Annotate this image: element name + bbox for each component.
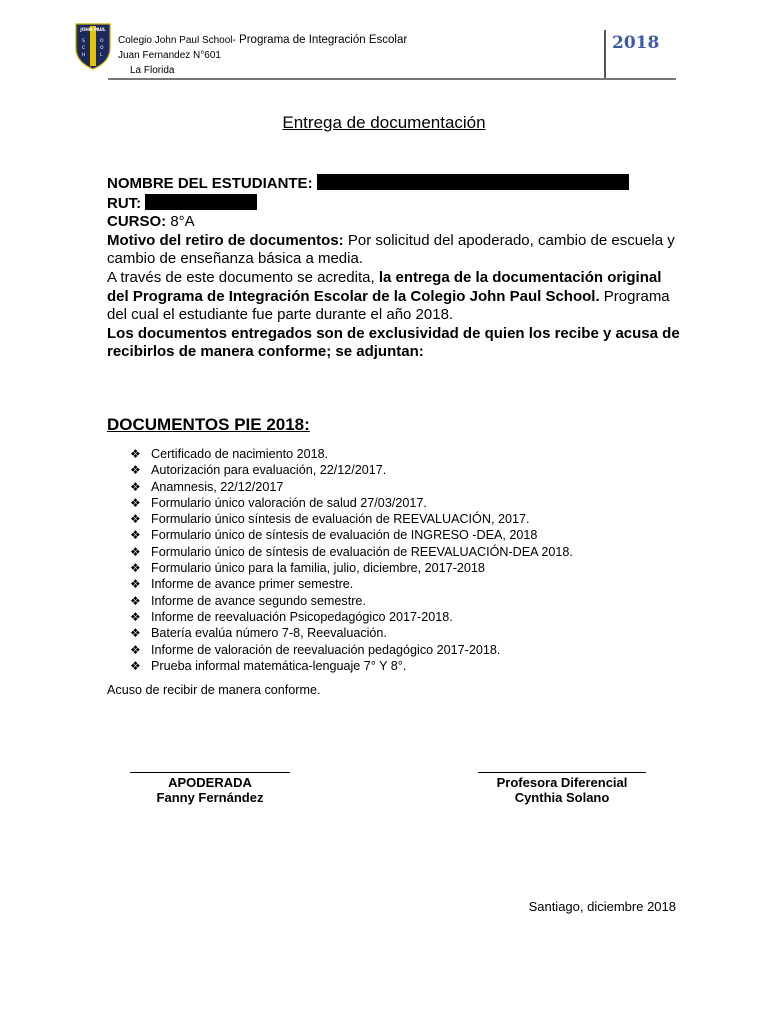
document-list-item — [130, 593, 573, 609]
document-list-item — [130, 576, 573, 592]
statement-rest: Programa del cual el estudiante fue parte durante el año 2018. — [107, 287, 670, 324]
course-label: CURSO: — [107, 213, 167, 231]
signature-name: Cynthia Solano — [514, 790, 610, 805]
document-item-text: Anamnesis, 22/12/2017 — [151, 479, 284, 494]
redacted-rut — [145, 194, 257, 210]
document-list-item — [130, 479, 573, 495]
svg-text:H: H — [82, 53, 86, 58]
document-list-item — [130, 527, 573, 543]
redacted-name — [317, 174, 629, 190]
svg-text:S: S — [82, 39, 85, 44]
signature-guardian — [130, 772, 290, 805]
diamond-bullet-icon: ❖ — [130, 642, 141, 657]
document-list-item — [130, 642, 573, 658]
rut-label: RUT: — [107, 194, 142, 212]
diamond-bullet-icon: ❖ — [130, 626, 141, 641]
document-item-text: Batería evalúa número 7-8, Reevaluación. — [151, 626, 387, 641]
document-item-text: Formulario único para la familia, julio, diciembre, 2017-2018 — [151, 561, 485, 576]
diamond-bullet-icon: ❖ — [130, 528, 141, 543]
document-list-item — [130, 462, 573, 478]
statement-bold: la entrega de la documentación original del Programa de Integración Escolar de la Colegio John Paul School. — [107, 268, 662, 305]
diamond-bullet-icon: ❖ — [130, 561, 141, 576]
course-row — [107, 213, 682, 232]
document-body — [107, 174, 682, 362]
header-divider-horizontal — [108, 78, 676, 80]
document-item-text: Autorización para evaluación, 22/12/2017. — [151, 463, 387, 478]
document-list-item — [130, 609, 573, 625]
svg-text:O: O — [100, 46, 104, 51]
document-item-text: Formulario único de síntesis de evaluación de REEVALUACIÓN-DEA 2018. — [151, 544, 573, 559]
document-list-item — [130, 495, 573, 511]
student-name-label: NOMBRE DEL ESTUDIANTE: — [107, 175, 313, 192]
school-address: Juan Fernandez N°601 — [118, 50, 221, 61]
signature-line — [478, 772, 646, 773]
svg-text:L: L — [100, 53, 103, 58]
statement-intro: A través de este documento se acredita, — [107, 268, 375, 286]
svg-text:O: O — [100, 39, 104, 44]
document-item-text: Prueba informal matemática-lenguaje 7° Y 8°. — [151, 658, 407, 673]
diamond-bullet-icon: ❖ — [130, 577, 141, 592]
documents-list — [130, 446, 573, 674]
diamond-bullet-icon: ❖ — [130, 463, 141, 478]
document-item-text: Formulario único de síntesis de evaluación de INGRESO -DEA, 2018 — [151, 528, 538, 543]
document-item-text: Informe de avance segundo semestre. — [151, 593, 366, 608]
school-crest-logo — [74, 22, 112, 70]
document-item-text: Informe de avance primer semestre. — [151, 577, 354, 592]
reason-paragraph — [107, 232, 682, 269]
document-title: Entrega de documentación — [282, 113, 486, 132]
school-name: Colegio John Paul School- — [118, 35, 236, 46]
svg-text:C: C — [82, 46, 86, 51]
diamond-bullet-icon: ❖ — [130, 512, 141, 527]
document-list-item — [130, 658, 573, 674]
program-name: Programa de Integración Escolar — [235, 34, 408, 46]
document-item-text: Informe de valoración de reevaluación pedagógico 2017-2018. — [151, 642, 501, 657]
document-item-text: Formulario único valoración de salud 27/03/2017. — [151, 495, 427, 510]
school-commune: La Florida — [130, 65, 175, 76]
document-list-item — [130, 560, 573, 576]
document-list-item — [130, 446, 573, 462]
signature-teacher — [478, 772, 646, 805]
document-item-text: Certificado de nacimiento 2018. — [151, 447, 329, 461]
signature-role: Profesora Diferencial — [496, 775, 628, 790]
document-list-item — [130, 625, 573, 641]
diamond-bullet-icon: ❖ — [130, 593, 141, 608]
school-info — [118, 33, 407, 78]
letterhead — [0, 0, 768, 90]
course-value: 8°A — [166, 213, 195, 231]
statement-paragraph — [107, 269, 682, 325]
documents-heading: DOCUMENTOS PIE 2018: — [107, 415, 310, 434]
document-item-text: Informe de reevaluación Psicopedagógico 2017-2018. — [151, 609, 453, 624]
signature-role: APODERADA — [168, 775, 252, 790]
diamond-bullet-icon: ❖ — [130, 447, 141, 461]
student-name-row — [107, 174, 682, 194]
document-list-item — [130, 544, 573, 560]
header-year: 2018 — [612, 33, 660, 53]
diamond-bullet-icon: ❖ — [130, 495, 141, 510]
diamond-bullet-icon: ❖ — [130, 544, 141, 559]
diamond-bullet-icon: ❖ — [130, 658, 141, 673]
svg-text:JOHN PAUL: JOHN PAUL — [80, 27, 106, 32]
signature-line — [130, 772, 290, 773]
acknowledgement-text: Acuso de recibir de manera conforme. — [107, 683, 321, 697]
signature-name: Fanny Fernández — [156, 790, 264, 805]
exclusive-paragraph: Los documentos entregados son de exclusividad de quien los recibe y acusa de recibirlos de manera conforme; se adjuntan: — [107, 324, 680, 361]
reason-text: Por solicitud del apoderado, cambio de escuela y cambio de enseñanza básica a media. — [107, 231, 675, 268]
place-and-date: Santiago, diciembre 2018 — [528, 899, 676, 914]
document-list-item — [130, 511, 573, 527]
document-item-text: Formulario único síntesis de evaluación de REEVALUACIÓN, 2017. — [151, 512, 530, 527]
diamond-bullet-icon: ❖ — [130, 609, 141, 624]
reason-label: Motivo del retiro de documentos: — [107, 231, 344, 249]
header-divider-vertical — [604, 30, 606, 78]
diamond-bullet-icon: ❖ — [130, 479, 141, 494]
student-rut-row — [107, 194, 682, 214]
